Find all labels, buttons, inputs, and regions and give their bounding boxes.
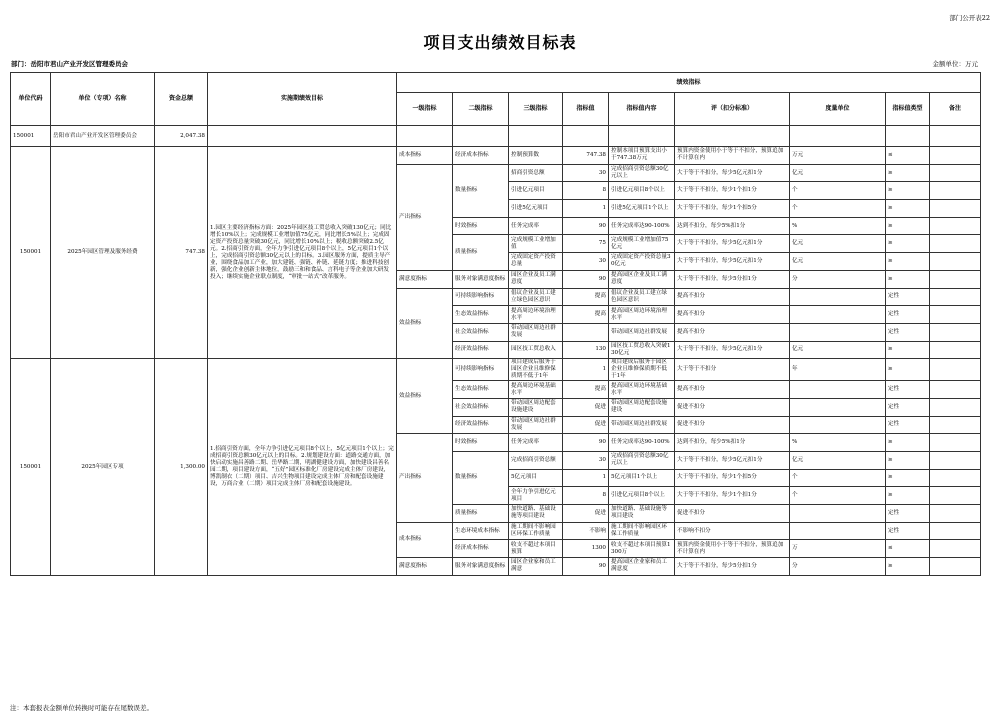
scoring-standard: 达到不扣分，每少5%扣1分 [675,217,790,235]
indicator-type: ≥ [886,469,930,487]
indicator-content: 完成固定资产投资总量30亿元 [609,253,675,271]
remark-cell [930,147,981,165]
scoring-standard: 大于等于不扣分，每少5亿元扣1分 [675,164,790,182]
indicator-content: 5亿元项目1个以上 [609,469,675,487]
indicator-type: ≥ [886,270,930,288]
indicator-content: 倡议企业及员工建立绿色园区意识 [609,288,675,306]
scoring-standard: 提高不扣分 [675,306,790,324]
level2-indicator: 数量指标 [453,164,509,217]
indicator-value: 8 [563,182,609,200]
indicator-type: ≥ [886,341,930,359]
scoring-standard: 大于等于不扣分，每少5亿元扣1分 [675,253,790,271]
header-level1: 一级指标 [397,93,453,126]
indicator-value: 90 [563,434,609,452]
level3-indicator: 5亿元项目 [509,469,563,487]
remark-cell [930,398,981,416]
measure-unit [790,398,886,416]
scoring-standard: 大于等于不扣分，每少5亿元扣1分 [675,235,790,253]
level3-indicator: 引进亿元项目 [509,182,563,200]
indicator-value: 1 [563,359,609,381]
header-level2: 二级指标 [453,93,509,126]
level1-indicator: 效益指标 [397,288,453,359]
header-level3: 三级指标 [509,93,563,126]
level2-indicator: 社会效益指标 [453,323,509,341]
indicator-value: 促进 [563,505,609,523]
remark-cell [930,522,981,540]
level2-indicator: 质量指标 [453,505,509,523]
project-amount: 1,300.00 [155,359,208,576]
level2-indicator: 服务对象满意度指标 [453,270,509,288]
indicator-value: 1 [563,200,609,218]
scoring-standard: 促进不扣分 [675,505,790,523]
project-goal: 1.园区主要经济指标方面：2025年园区技工贸总收入突破130亿元；同比增长10%以上；完成规模工业增加值75亿元，同比增长5%以上；完成固定资产投资总量突破30亿元，同比增长10%以上；税收总额突破2.5亿元。2.招商引资方面，全年力争引进亿元项目8个以上，5亿元项目1个以上，完成招商引资总额30亿元以上的目标。3.园区服务方面，提质主导产业，围绕食品加工产业，加大建链、强链、补链、延链力度；推进科技创新，强化企业创新主体地位，鼓励三和和食品、言科电子等企业加大研发投入；继续实施企业联点制度，“审批一站式”改革服务。 [208,147,397,359]
indicator-content: 带动园区周边社群发展 [609,323,675,341]
summary-name: 岳阳市君山产业开发区管理委员会 [51,126,155,147]
level2-indicator: 经济效益指标 [453,341,509,359]
header-value: 指标值 [563,93,609,126]
scoring-standard: 大于等于不扣分，每少1个扣5分 [675,200,790,218]
measure-unit: 年 [790,359,886,381]
measure-unit: 个 [790,200,886,218]
indicator-value: 90 [563,270,609,288]
remark-cell [930,381,981,399]
level3-indicator: 园区企业及员工满意度 [509,270,563,288]
footnote: 注：本套报表金额单位转换时可能存在尾数误差。 [10,704,153,712]
indicator-value: 130 [563,341,609,359]
page-title: 项目支出绩效目标表 [423,33,577,52]
indicator-value: 8 [563,487,609,505]
scoring-standard: 大于等于不扣分，每少5亿元扣1分 [675,341,790,359]
level2-indicator: 数量指标 [453,451,509,504]
measure-unit [790,323,886,341]
level2-indicator: 可持续影响指标 [453,288,509,306]
indicator-value: 90 [563,558,609,576]
level1-indicator: 满意度指标 [397,270,453,288]
measure-unit: 分 [790,270,886,288]
header-code: 单位代码 [11,73,51,126]
indicator-type: ≥ [886,200,930,218]
scoring-standard: 促进不扣分 [675,398,790,416]
indicator-value: 1 [563,469,609,487]
remark-cell [930,182,981,200]
indicator-value: 促进 [563,416,609,434]
indicator-value: 不影响 [563,522,609,540]
indicator-content: 提高园区周边环境基础水平 [609,381,675,399]
indicator-type: 定性 [886,522,930,540]
indicator-value: 30 [563,451,609,469]
project-goal: 1.招商引资方面，全年力争引进亿元项目8个以上，5亿元项目1个以上；完成招商引资总额30亿元以上的目标。2.规划建设方面：道路交通方面，加快启动实施昌善路二期、岳华路二期，明湖健建设方面，加快建设昌善名园二期，项目建设方面，“五好”园区标准化厂房建设完成主体厂房建设，博凯制衣（二期）项目、吉兴生物项目建设完成主体厂房和配套设施建设，万商合业（二期）项目完成主体厂房和配套设施建设。 [208,359,397,576]
remark-cell [930,200,981,218]
table-number-label: 部门公开表22 [949,14,990,22]
level2-indicator: 时效指标 [453,434,509,452]
level3-indicator: 任务完成率 [509,434,563,452]
level2-indicator: 服务对象满意度指标 [453,558,509,576]
level3-indicator: 带动园区周边社群发展 [509,323,563,341]
scoring-standard: 大于等于不扣分，每少1个扣1分 [675,487,790,505]
measure-unit: 亿元 [790,451,886,469]
level1-indicator: 产出指标 [397,434,453,522]
indicator-type: ≤ [886,540,930,558]
indicator-content: 引进亿元项目8个以上 [609,487,675,505]
measure-unit [790,381,886,399]
amount-unit-label: 金额单位：万元 [932,60,978,68]
level2-indicator: 经济成本指标 [453,540,509,558]
remark-cell [930,323,981,341]
scoring-standard: 大于等于不扣分，每少5分扣1分 [675,270,790,288]
indicator-content: 完成规模工业增加值75亿元 [609,235,675,253]
level3-indicator: 完成固定资产投资总量 [509,253,563,271]
level3-indicator: 引进5亿元项目 [509,200,563,218]
scoring-standard: 预算内资金使用小于等于不扣分，预算追加不计算在内 [675,147,790,165]
summary-row [11,126,981,147]
remark-cell [930,288,981,306]
indicator-type: ≥ [886,434,930,452]
department-label: 部门：岳阳市君山产业开发区管理委员会 [11,60,128,68]
level3-indicator: 招商引资总额 [509,164,563,182]
indicator-content: 提高园区周边环境治理水平 [609,306,675,324]
header-name: 单位（专项）名称 [51,73,155,126]
scoring-standard: 预算内资金使用小于等于不扣分，预算追加不计算在内 [675,540,790,558]
project-name: 2025年园区管理及服务经费 [51,147,155,359]
header-content: 指标值内容 [609,93,675,126]
level3-indicator: 提高周边环境基础水平 [509,381,563,399]
indicator-type: 定性 [886,323,930,341]
scoring-standard: 不影响不扣分 [675,522,790,540]
scoring-standard: 促进不扣分 [675,416,790,434]
indicator-content: 带动园区周边社群发展 [609,416,675,434]
scoring-standard: 大于等于不扣分，每少5亿元扣1分 [675,451,790,469]
level3-indicator: 提高周边环境治理水平 [509,306,563,324]
indicator-type: 定性 [886,381,930,399]
indicator-type: 定性 [886,306,930,324]
level3-indicator: 收支不超过本项目预算 [509,540,563,558]
measure-unit: 万 [790,540,886,558]
indicator-row [11,147,981,165]
level3-indicator: 项目建成后服务于园区企业且维修保质期不低于1年 [509,359,563,381]
measure-unit [790,505,886,523]
scoring-standard: 大于等于不扣分，每少1个扣5分 [675,469,790,487]
remark-cell [930,451,981,469]
level3-indicator: 加快道路、基础设施等项目建设 [509,505,563,523]
header-type: 指标值类型 [886,93,930,126]
measure-unit [790,306,886,324]
project-code: 150001 [11,147,51,359]
project-code: 150001 [11,359,51,576]
remark-cell [930,270,981,288]
indicator-content: 控制本项目预算支出小于747.38万元 [609,147,675,165]
indicator-type: ≥ [886,558,930,576]
level3-indicator: 完成招商引资总额 [509,451,563,469]
measure-unit: 万元 [790,147,886,165]
indicator-value: 提高 [563,306,609,324]
measure-unit: 亿元 [790,164,886,182]
indicator-content: 任务完成率达90-100% [609,434,675,452]
level2-indicator: 时效指标 [453,217,509,235]
level3-indicator: 倡议企业及员工建立绿色园区意识 [509,288,563,306]
level2-indicator: 生态效益指标 [453,381,509,399]
indicator-type: 定性 [886,288,930,306]
indicator-type: ≥ [886,451,930,469]
indicator-type: ≥ [886,235,930,253]
indicator-content: 收支不超过本项目预算1300万 [609,540,675,558]
indicator-value: 90 [563,217,609,235]
header-indicators: 绩效指标 [397,73,981,93]
header-measure: 度量单位 [790,93,886,126]
performance-table [10,72,981,576]
level3-indicator: 园区企业家和员工满意 [509,558,563,576]
level3-indicator: 控制预算数 [509,147,563,165]
indicator-type: ≥ [886,164,930,182]
measure-unit [790,416,886,434]
level3-indicator: 带动园区周边社群发展 [509,416,563,434]
level2-indicator: 质量指标 [453,235,509,270]
level2-indicator: 经济成本指标 [453,147,509,165]
measure-unit: 亿元 [790,341,886,359]
measure-unit: 个 [790,182,886,200]
level3-indicator: 任务完成率 [509,217,563,235]
header-scoring: 评（扣分标准） [675,93,790,126]
remark-cell [930,164,981,182]
remark-cell [930,416,981,434]
measure-unit [790,288,886,306]
indicator-type: ≥ [886,359,930,381]
remark-cell [930,434,981,452]
indicator-content: 项目建成后服务于园区企业且维修保质期不低于1年 [609,359,675,381]
level1-indicator: 产出指标 [397,164,453,270]
level3-indicator: 全年力争引进亿元项目 [509,487,563,505]
measure-unit: % [790,434,886,452]
measure-unit: 分 [790,558,886,576]
level1-indicator: 满意度指标 [397,558,453,576]
level3-indicator: 完成规模工业增加值 [509,235,563,253]
indicator-value: 1300 [563,540,609,558]
level3-indicator: 带动园区周边配套设施建设 [509,398,563,416]
indicator-content: 引进亿元项目8个以上 [609,182,675,200]
scoring-standard: 大于等于不扣分，每少5分扣1分 [675,558,790,576]
indicator-value: 75 [563,235,609,253]
indicator-type: 定性 [886,398,930,416]
remark-cell [930,217,981,235]
indicator-content: 带动园区周边配套设施建设 [609,398,675,416]
measure-unit [790,522,886,540]
level2-indicator: 经济效益指标 [453,416,509,434]
measure-unit: 亿元 [790,253,886,271]
scoring-standard: 大于等于不扣分，每少1个扣1分 [675,182,790,200]
level3-indicator: 施工期间不影响园区环保工作质量 [509,522,563,540]
remark-cell [930,306,981,324]
remark-cell [930,359,981,381]
remark-cell [930,558,981,576]
scoring-standard: 提高不扣分 [675,381,790,399]
remark-cell [930,235,981,253]
level1-indicator: 效益指标 [397,359,453,434]
measure-unit: % [790,217,886,235]
level3-indicator: 园区技工贸总收入 [509,341,563,359]
summary-code: 150001 [11,126,51,147]
remark-cell [930,487,981,505]
level2-indicator: 生态环境成本指标 [453,522,509,540]
indicator-value: 30 [563,253,609,271]
indicator-row [11,359,981,381]
indicator-content: 引进5亿元项目1个以上 [609,200,675,218]
indicator-type: ≥ [886,487,930,505]
remark-cell [930,253,981,271]
level2-indicator: 生态效益指标 [453,306,509,324]
indicator-type: ≥ [886,253,930,271]
indicator-value: 促进 [563,398,609,416]
remark-cell [930,341,981,359]
indicator-content: 提高园区企业及员工满意度 [609,270,675,288]
indicator-value: 30 [563,164,609,182]
indicator-content: 任务完成率达90-100% [609,217,675,235]
indicator-value: 提高 [563,381,609,399]
indicator-type: ≤ [886,147,930,165]
indicator-type: 定性 [886,505,930,523]
indicator-type: 定性 [886,416,930,434]
measure-unit: 亿元 [790,235,886,253]
level2-indicator: 可持续影响指标 [453,359,509,381]
header-goal: 实施期绩效目标 [208,73,397,126]
scoring-standard: 提高不扣分 [675,323,790,341]
indicator-value [563,323,609,341]
remark-cell [930,469,981,487]
indicator-value: 提高 [563,288,609,306]
indicator-content: 园区技工贸总收入突破130亿元 [609,341,675,359]
remark-cell [930,505,981,523]
header-remark: 备注 [930,93,981,126]
summary-amount: 2,047.38 [155,126,208,147]
scoring-standard: 提高不扣分 [675,288,790,306]
level2-indicator: 社会效益指标 [453,398,509,416]
indicator-content: 加快道路、基础设施等项目建设 [609,505,675,523]
indicator-content: 提高园区企业家和员工满意度 [609,558,675,576]
indicator-type: ≥ [886,217,930,235]
scoring-standard: 达到不扣分，每少5%扣1分 [675,434,790,452]
indicator-type: ≥ [886,182,930,200]
indicator-content: 完成招商引资总额30亿元以上 [609,164,675,182]
project-amount: 747.38 [155,147,208,359]
measure-unit: 个 [790,487,886,505]
scoring-standard: 大于等于不扣分 [675,359,790,381]
indicator-value: 747.38 [563,147,609,165]
level1-indicator: 成本指标 [397,147,453,165]
header-amount: 资金总额 [155,73,208,126]
level1-indicator: 成本指标 [397,522,453,557]
indicator-content: 施工期间不影响园区环保工作质量 [609,522,675,540]
indicator-content: 完成招商引资总额30亿元以上 [609,451,675,469]
remark-cell [930,540,981,558]
measure-unit: 个 [790,469,886,487]
project-name: 2025年园区专项 [51,359,155,576]
